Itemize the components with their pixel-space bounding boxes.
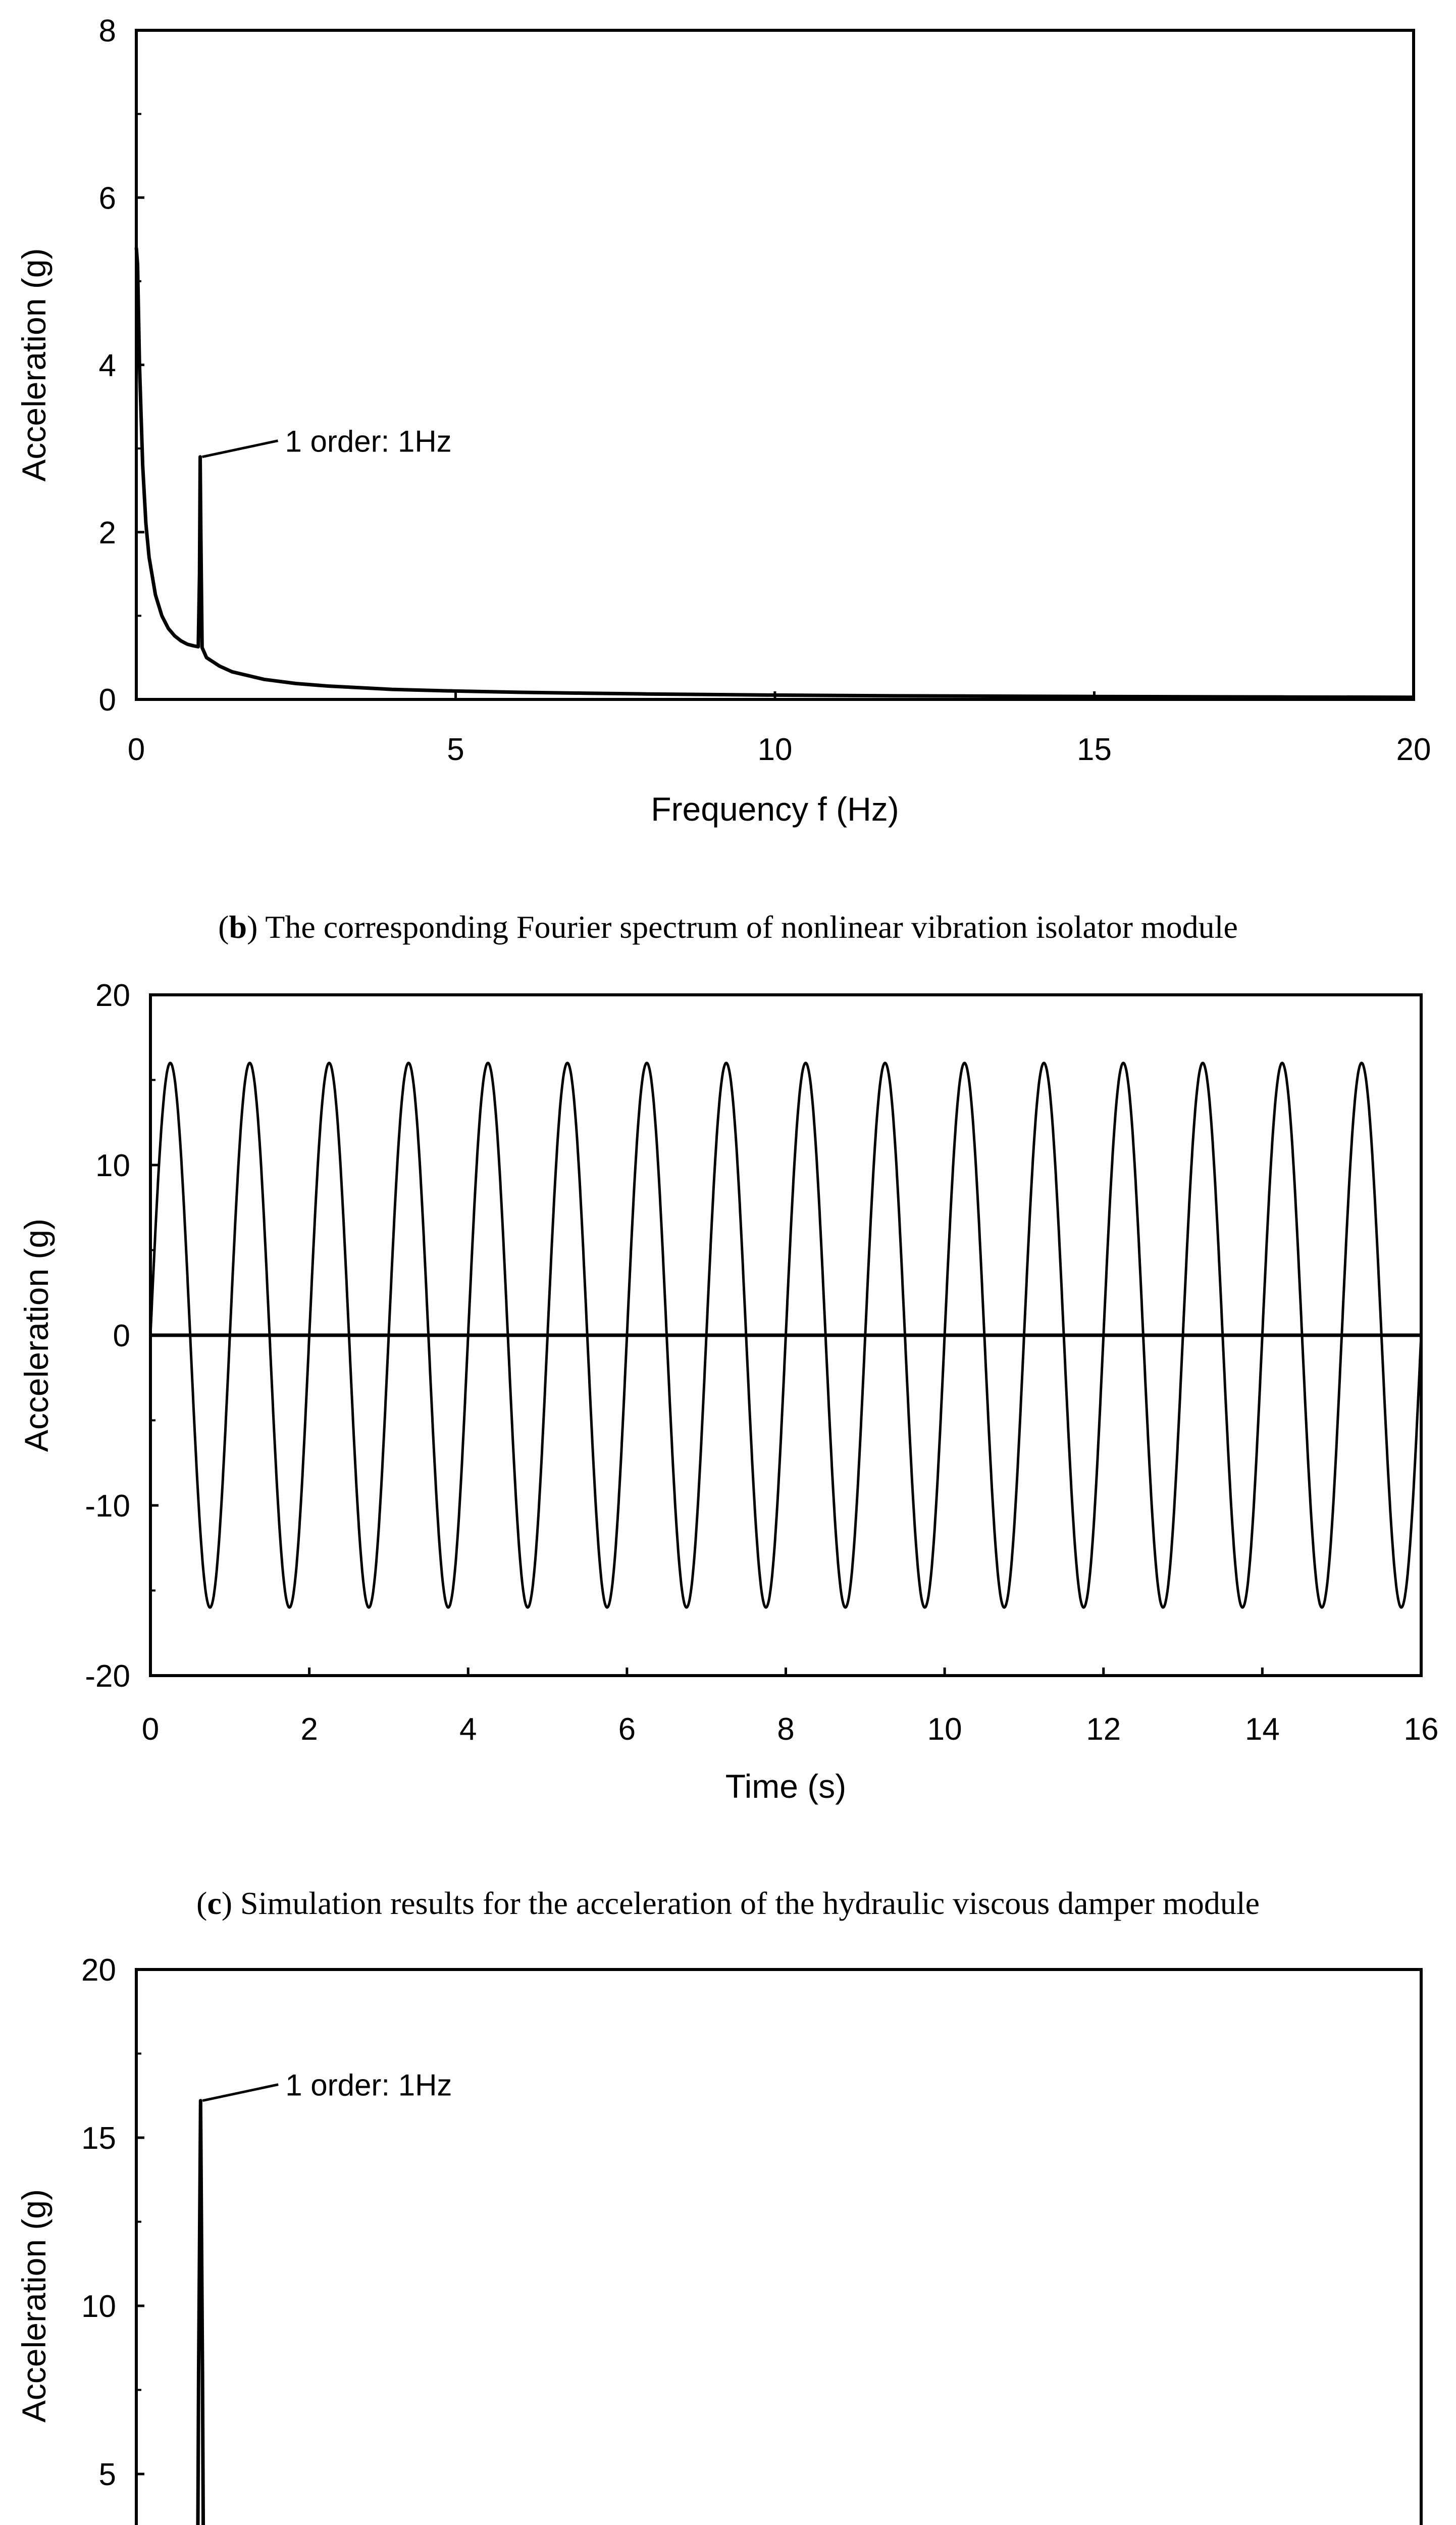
y-axis-title: Acceleration (g) xyxy=(18,1218,55,1452)
x-tick-label: 5 xyxy=(447,732,464,767)
y-tick-label: 15 xyxy=(81,2121,116,2156)
series-line xyxy=(136,248,1414,697)
y-tick-label: 8 xyxy=(98,14,116,48)
x-tick-label: 15 xyxy=(1077,732,1112,767)
caption-text: The corresponding Fourier spectrum of nonlinear vibration isolator module xyxy=(265,909,1238,945)
figure-caption xyxy=(196,1885,1260,1921)
y-tick-label: 20 xyxy=(81,1953,116,1988)
x-axis-title: Frequency f (Hz) xyxy=(651,790,899,828)
x-tick-label: 14 xyxy=(1244,1712,1280,1747)
x-tick-label: 4 xyxy=(459,1712,477,1747)
chart-panel-b xyxy=(15,14,1431,945)
annotation-leader xyxy=(202,2085,278,2101)
x-tick-label: 10 xyxy=(757,732,793,767)
y-tick-label: 20 xyxy=(95,978,130,1013)
chart-panel-d xyxy=(15,1953,1438,2525)
x-tick-label: 0 xyxy=(127,732,145,767)
plot-frame xyxy=(136,30,1414,699)
y-tick-label: 10 xyxy=(95,1148,130,1183)
x-tick-label: 20 xyxy=(1396,732,1431,767)
y-axis-title: Acceleration (g) xyxy=(15,2189,53,2423)
x-tick-label: 12 xyxy=(1086,1712,1121,1747)
chart-panel-c xyxy=(18,978,1438,1921)
y-tick-label: 6 xyxy=(98,181,116,216)
caption-paren-open: ( xyxy=(218,909,229,945)
x-tick-label: 10 xyxy=(927,1712,962,1747)
figure-caption xyxy=(218,909,1238,945)
series-line xyxy=(136,2101,1421,2525)
caption-paren-close: ) xyxy=(247,909,266,945)
y-axis-title: Acceleration (g) xyxy=(15,248,53,482)
caption-text: Simulation results for the acceleration of the hydraulic viscous damper module xyxy=(240,1885,1260,1921)
annotation-label: 1 order: 1Hz xyxy=(285,2068,452,2102)
caption-paren-close: ) xyxy=(221,1885,241,1921)
y-tick-label: 4 xyxy=(98,348,116,383)
x-tick-label: 6 xyxy=(618,1712,636,1747)
annotation-label: 1 order: 1Hz xyxy=(285,424,452,459)
y-tick-label: 0 xyxy=(113,1319,130,1353)
y-tick-label: 0 xyxy=(98,683,116,718)
x-tick-label: 0 xyxy=(141,1712,160,1747)
caption-label: c xyxy=(207,1885,222,1921)
y-tick-label: -10 xyxy=(85,1489,130,1524)
x-tick-label: 16 xyxy=(1403,1712,1439,1747)
plot-frame xyxy=(136,1970,1421,2525)
x-tick-label: 8 xyxy=(777,1712,795,1747)
caption-label: b xyxy=(229,909,247,945)
y-tick-label: 5 xyxy=(98,2457,116,2492)
annotation-leader xyxy=(202,441,278,457)
x-tick-label: 2 xyxy=(300,1712,318,1747)
y-tick-label: -20 xyxy=(85,1659,130,1694)
y-tick-label: 10 xyxy=(81,2289,116,2324)
x-axis-title: Time (s) xyxy=(725,1768,847,1805)
caption-paren-open: ( xyxy=(196,1885,207,1921)
y-tick-label: 2 xyxy=(98,515,116,550)
